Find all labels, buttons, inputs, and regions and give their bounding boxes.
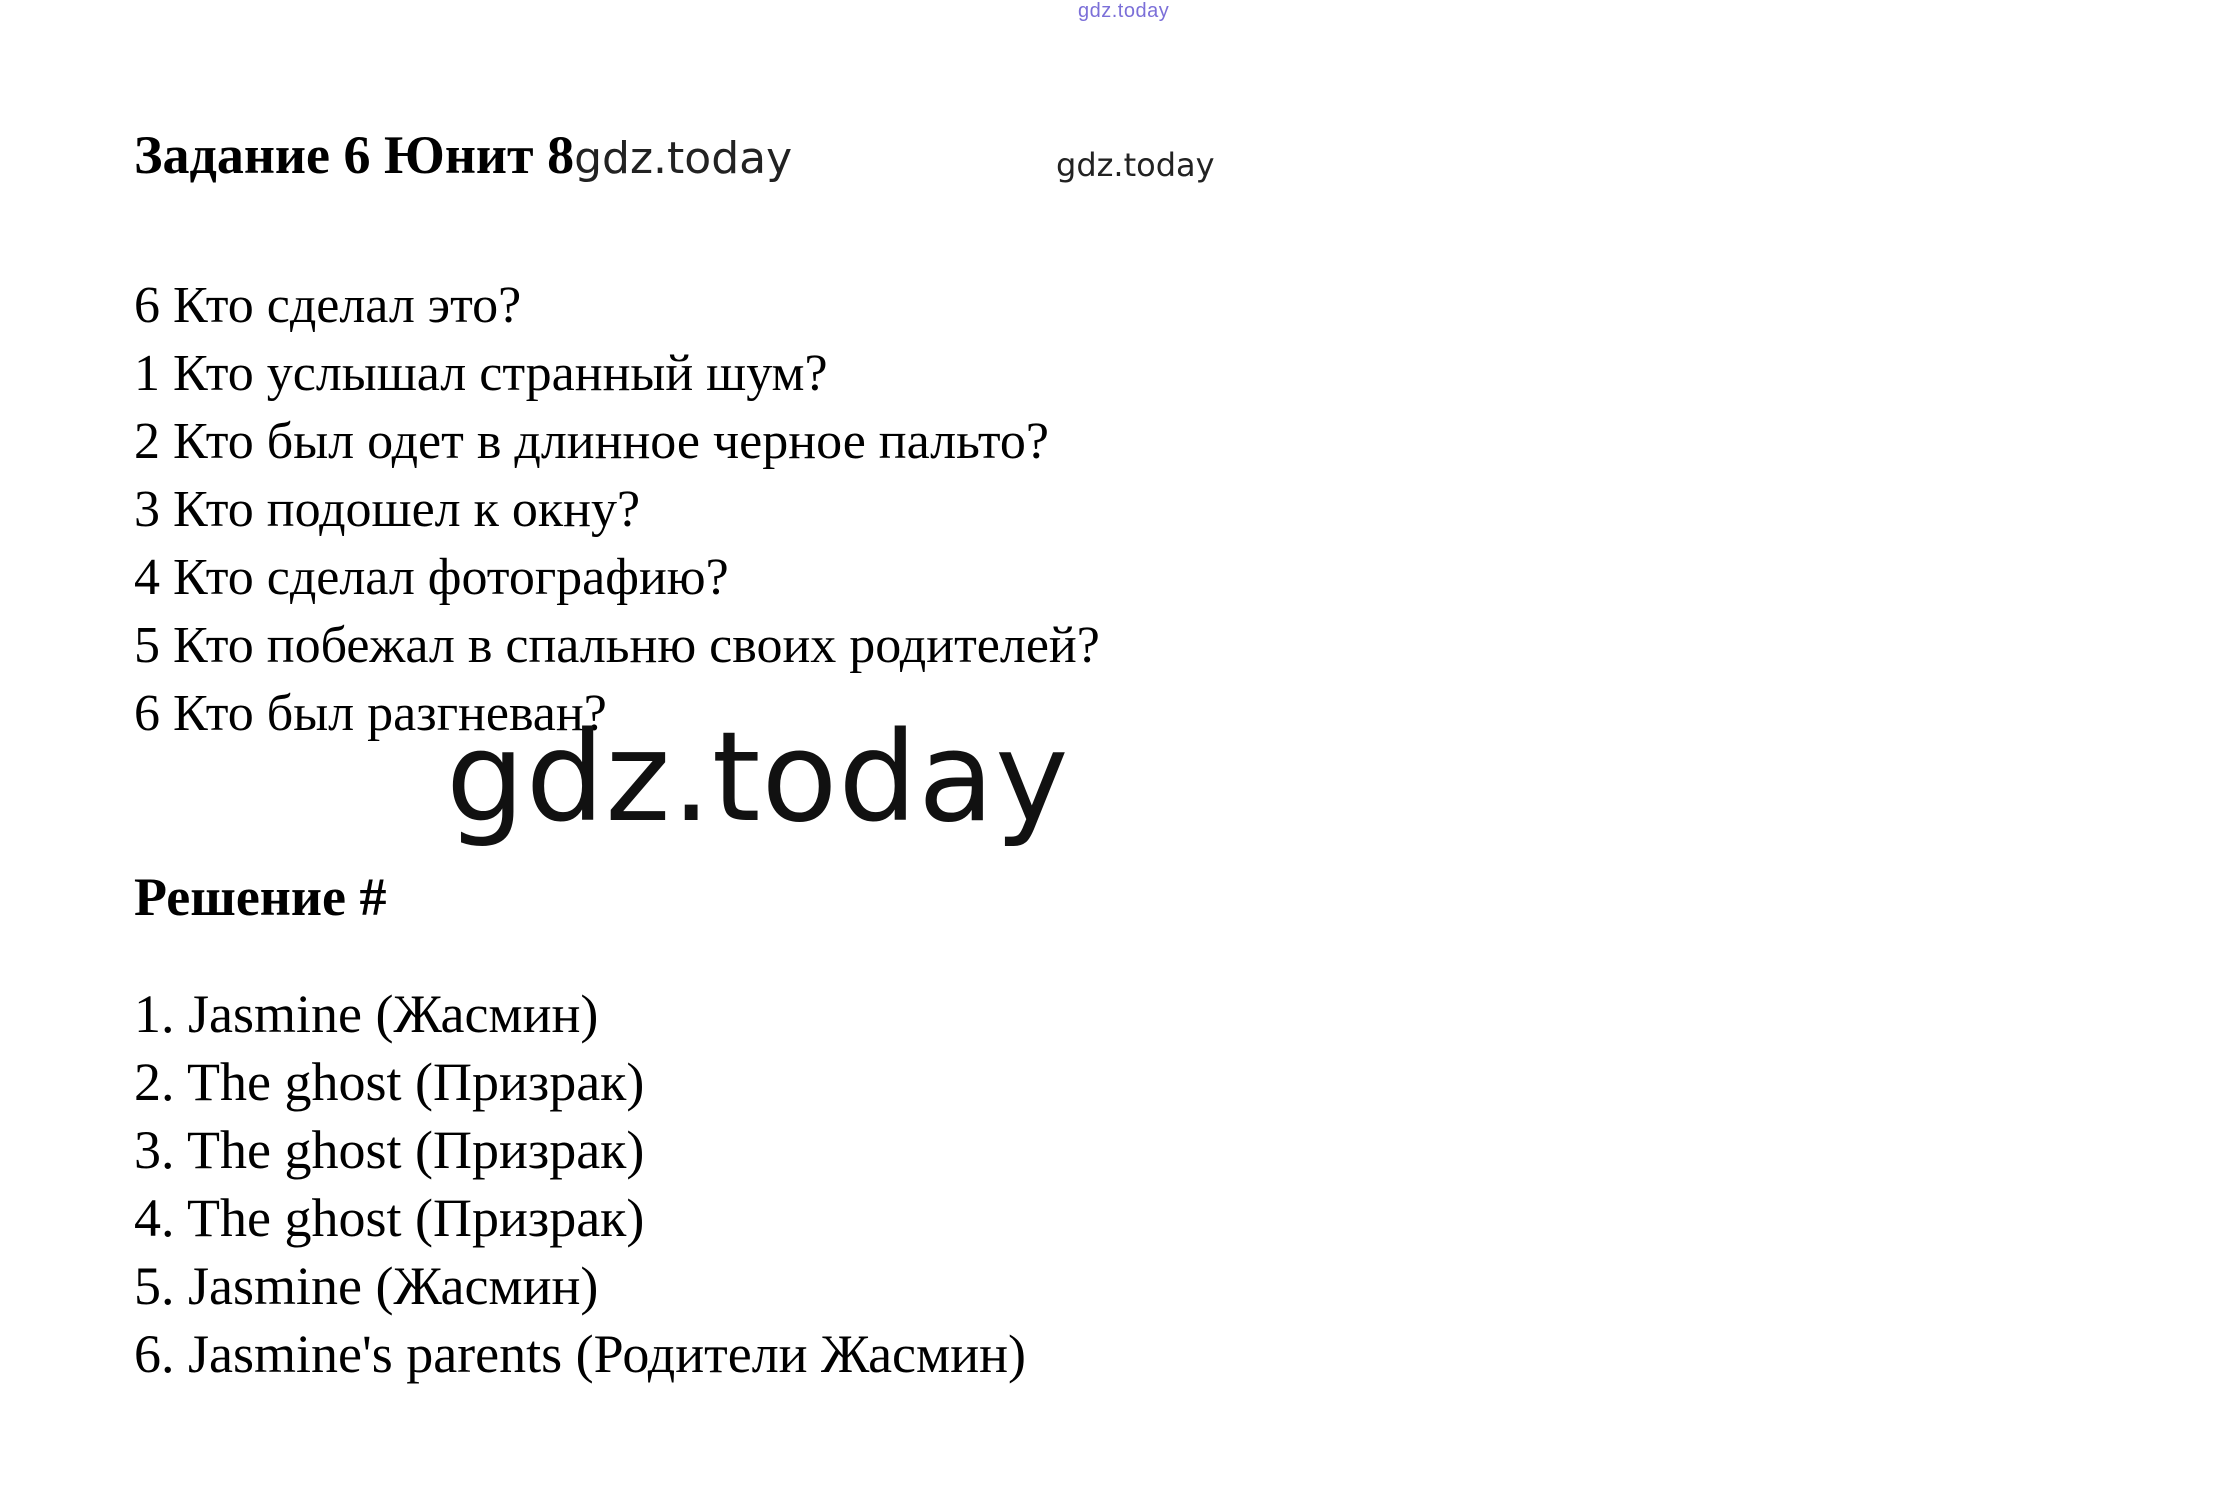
page-title: Задание 6 Юнит 8 [134,125,575,185]
large-watermark: gdz.today [446,706,1070,850]
solution-heading: Решение # [134,867,387,927]
top-watermark: gdz.today [1078,0,1170,22]
question-item: 6 Кто сделал это? [134,277,522,334]
right-watermark: gdz.today [1056,146,1215,184]
inline-watermark: gdz.today [574,133,793,184]
heading-row [134,124,792,186]
question-item: 5 Кто побежал в спальню своих родителей? [134,617,1100,674]
question-item: 6 Кто был разгневан? [134,685,607,742]
question-item: 1 Кто услышал странный шум? [134,345,828,402]
answer-item: 2. The ghost (Призрак) [134,1052,645,1112]
question-item: 4 Кто сделал фотографию? [134,549,729,606]
question-item: 2 Кто был одет в длинное черное пальто? [134,413,1049,470]
question-item: 3 Кто подошел к окну? [134,481,641,538]
answer-item: 5. Jasmine (Жасмин) [134,1256,599,1316]
answer-item: 1. Jasmine (Жасмин) [134,984,599,1044]
answers-list [134,980,1026,1388]
answer-item: 6. Jasmine's parents (Родители Жасмин) [134,1324,1026,1384]
answer-item: 4. The ghost (Призрак) [134,1188,645,1248]
answer-item: 3. The ghost (Призрак) [134,1120,645,1180]
questions-list [134,272,1100,748]
